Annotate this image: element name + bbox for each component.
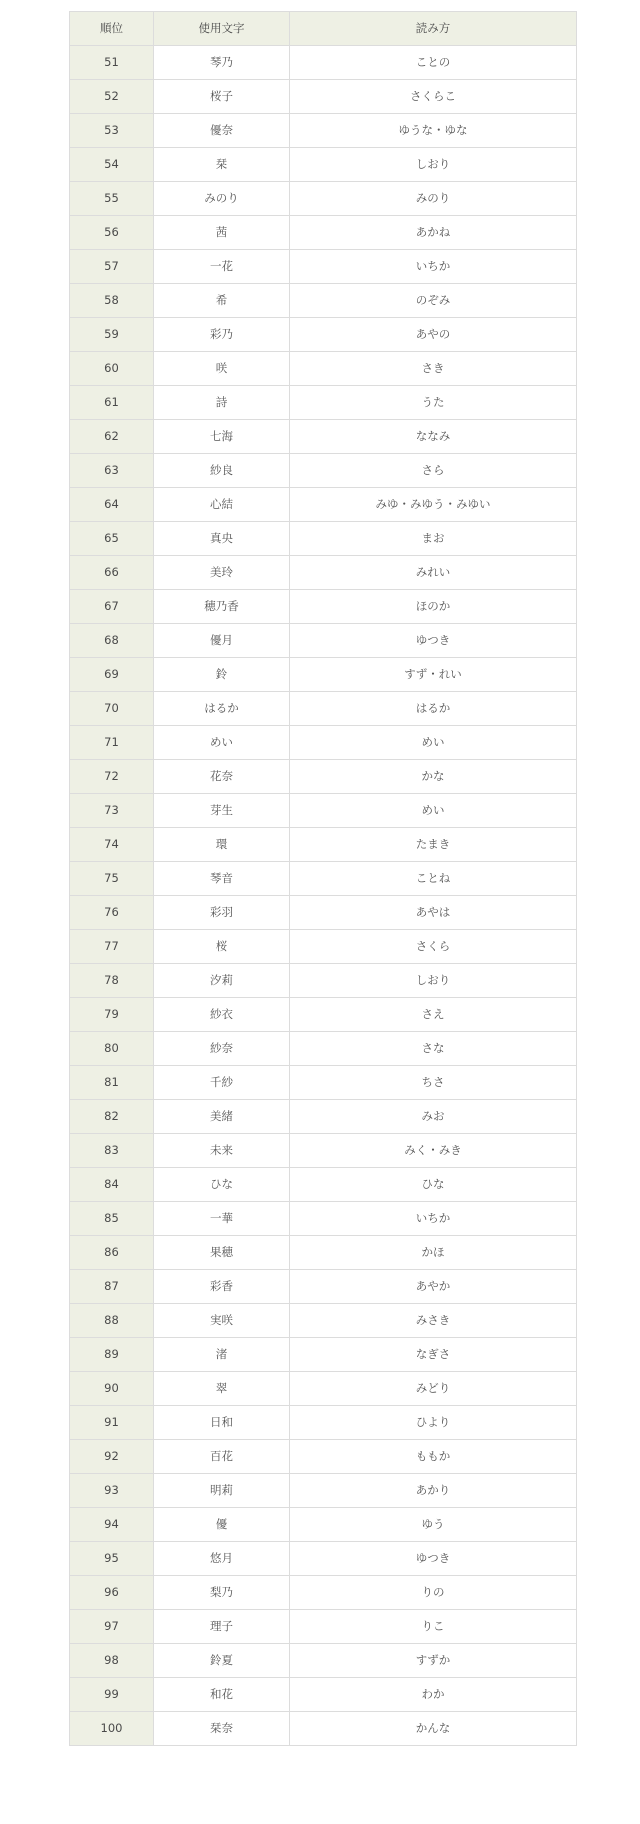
- table-row: [70, 1032, 577, 1066]
- table-row: [70, 250, 577, 284]
- table-row: [70, 794, 577, 828]
- rank-cell: 79: [70, 998, 154, 1032]
- kanji-cell: 咲: [154, 352, 290, 386]
- reading-cell: すずか: [290, 1644, 577, 1678]
- reading-cell: ひな: [290, 1168, 577, 1202]
- reading-cell: まお: [290, 522, 577, 556]
- reading-cell: あかね: [290, 216, 577, 250]
- kanji-cell: ひな: [154, 1168, 290, 1202]
- rank-cell: 77: [70, 930, 154, 964]
- reading-cell: さな: [290, 1032, 577, 1066]
- rank-cell: 66: [70, 556, 154, 590]
- reading-cell: はるか: [290, 692, 577, 726]
- rank-cell: 51: [70, 46, 154, 80]
- reading-cell: めい: [290, 726, 577, 760]
- kanji-cell: 百花: [154, 1440, 290, 1474]
- table-row: [70, 352, 577, 386]
- reading-cell: しおり: [290, 148, 577, 182]
- kanji-cell: 栞: [154, 148, 290, 182]
- rank-cell: 52: [70, 80, 154, 114]
- reading-cell: ことね: [290, 862, 577, 896]
- reading-cell: しおり: [290, 964, 577, 998]
- kanji-cell: 穂乃香: [154, 590, 290, 624]
- header-kanji: 使用文字: [154, 12, 290, 46]
- kanji-cell: 一華: [154, 1202, 290, 1236]
- table-row: [70, 284, 577, 318]
- table-row: [70, 556, 577, 590]
- reading-cell: うた: [290, 386, 577, 420]
- reading-cell: みさき: [290, 1304, 577, 1338]
- kanji-cell: 桜: [154, 930, 290, 964]
- rank-cell: 76: [70, 896, 154, 930]
- rank-cell: 88: [70, 1304, 154, 1338]
- kanji-cell: 琴音: [154, 862, 290, 896]
- rank-cell: 82: [70, 1100, 154, 1134]
- rank-cell: 59: [70, 318, 154, 352]
- kanji-cell: はるか: [154, 692, 290, 726]
- reading-cell: ほのか: [290, 590, 577, 624]
- reading-cell: ゆうな・ゆな: [290, 114, 577, 148]
- table-row: [70, 420, 577, 454]
- table-row: [70, 182, 577, 216]
- kanji-cell: みのり: [154, 182, 290, 216]
- kanji-cell: 美玲: [154, 556, 290, 590]
- kanji-cell: 日和: [154, 1406, 290, 1440]
- rank-cell: 85: [70, 1202, 154, 1236]
- table-row: [70, 318, 577, 352]
- reading-cell: ゆう: [290, 1508, 577, 1542]
- rank-cell: 83: [70, 1134, 154, 1168]
- header-rank: 順位: [70, 12, 154, 46]
- kanji-cell: 翠: [154, 1372, 290, 1406]
- reading-cell: かんな: [290, 1712, 577, 1746]
- rank-cell: 53: [70, 114, 154, 148]
- rank-cell: 100: [70, 1712, 154, 1746]
- kanji-cell: 渚: [154, 1338, 290, 1372]
- table-row: [70, 1236, 577, 1270]
- rank-cell: 62: [70, 420, 154, 454]
- kanji-cell: 桜子: [154, 80, 290, 114]
- table-row: [70, 590, 577, 624]
- table-row: [70, 1542, 577, 1576]
- table-row: [70, 692, 577, 726]
- rank-cell: 99: [70, 1678, 154, 1712]
- rank-cell: 72: [70, 760, 154, 794]
- rank-cell: 60: [70, 352, 154, 386]
- rank-cell: 96: [70, 1576, 154, 1610]
- rank-cell: 78: [70, 964, 154, 998]
- kanji-cell: 栞奈: [154, 1712, 290, 1746]
- kanji-cell: 詩: [154, 386, 290, 420]
- reading-cell: なぎさ: [290, 1338, 577, 1372]
- table-row: [70, 1644, 577, 1678]
- reading-cell: のぞみ: [290, 284, 577, 318]
- kanji-cell: 芽生: [154, 794, 290, 828]
- reading-cell: さき: [290, 352, 577, 386]
- table-row: [70, 658, 577, 692]
- table-row: [70, 522, 577, 556]
- rank-cell: 70: [70, 692, 154, 726]
- table-row: [70, 1270, 577, 1304]
- table-row: [70, 1576, 577, 1610]
- reading-cell: ななみ: [290, 420, 577, 454]
- rank-cell: 92: [70, 1440, 154, 1474]
- reading-cell: あかり: [290, 1474, 577, 1508]
- reading-cell: ひより: [290, 1406, 577, 1440]
- table-row: [70, 1202, 577, 1236]
- kanji-cell: 悠月: [154, 1542, 290, 1576]
- kanji-cell: 彩香: [154, 1270, 290, 1304]
- table-row: [70, 1066, 577, 1100]
- rank-cell: 97: [70, 1610, 154, 1644]
- header-reading: 読み方: [290, 12, 577, 46]
- reading-cell: あやの: [290, 318, 577, 352]
- table-row: [70, 454, 577, 488]
- rank-cell: 71: [70, 726, 154, 760]
- table-row: [70, 998, 577, 1032]
- rank-cell: 54: [70, 148, 154, 182]
- reading-cell: さくらこ: [290, 80, 577, 114]
- name-ranking-table: [69, 11, 577, 1746]
- rank-cell: 74: [70, 828, 154, 862]
- kanji-cell: 彩羽: [154, 896, 290, 930]
- table-row: [70, 930, 577, 964]
- table-row: [70, 828, 577, 862]
- reading-cell: かほ: [290, 1236, 577, 1270]
- kanji-cell: 優奈: [154, 114, 290, 148]
- table-row: [70, 1372, 577, 1406]
- reading-cell: ゆつき: [290, 624, 577, 658]
- table-row: [70, 896, 577, 930]
- rank-cell: 90: [70, 1372, 154, 1406]
- reading-cell: ゆつき: [290, 1542, 577, 1576]
- table-row: [70, 760, 577, 794]
- kanji-cell: 実咲: [154, 1304, 290, 1338]
- table-row: [70, 80, 577, 114]
- rank-cell: 68: [70, 624, 154, 658]
- reading-cell: みゆ・みゆう・みゆい: [290, 488, 577, 522]
- kanji-cell: 優月: [154, 624, 290, 658]
- kanji-cell: 紗良: [154, 454, 290, 488]
- rank-cell: 69: [70, 658, 154, 692]
- reading-cell: あやか: [290, 1270, 577, 1304]
- kanji-cell: 鈴: [154, 658, 290, 692]
- table-row: [70, 216, 577, 250]
- reading-cell: さえ: [290, 998, 577, 1032]
- kanji-cell: 千紗: [154, 1066, 290, 1100]
- kanji-cell: 汐莉: [154, 964, 290, 998]
- rank-cell: 91: [70, 1406, 154, 1440]
- reading-cell: ももか: [290, 1440, 577, 1474]
- reading-cell: さくら: [290, 930, 577, 964]
- kanji-cell: 理子: [154, 1610, 290, 1644]
- table-header-row: [70, 12, 577, 46]
- kanji-cell: 彩乃: [154, 318, 290, 352]
- kanji-cell: 梨乃: [154, 1576, 290, 1610]
- rank-cell: 67: [70, 590, 154, 624]
- rank-cell: 93: [70, 1474, 154, 1508]
- kanji-cell: 和花: [154, 1678, 290, 1712]
- kanji-cell: 琴乃: [154, 46, 290, 80]
- kanji-cell: 真央: [154, 522, 290, 556]
- table-row: [70, 1100, 577, 1134]
- rank-cell: 89: [70, 1338, 154, 1372]
- kanji-cell: 美緒: [154, 1100, 290, 1134]
- table-row: [70, 46, 577, 80]
- reading-cell: わか: [290, 1678, 577, 1712]
- rank-cell: 80: [70, 1032, 154, 1066]
- kanji-cell: 希: [154, 284, 290, 318]
- reading-cell: さら: [290, 454, 577, 488]
- kanji-cell: 紗衣: [154, 998, 290, 1032]
- kanji-cell: めい: [154, 726, 290, 760]
- rank-cell: 64: [70, 488, 154, 522]
- reading-cell: りの: [290, 1576, 577, 1610]
- reading-cell: みどり: [290, 1372, 577, 1406]
- table-row: [70, 1406, 577, 1440]
- table-row: [70, 148, 577, 182]
- reading-cell: かな: [290, 760, 577, 794]
- table-row: [70, 1134, 577, 1168]
- table-row: [70, 386, 577, 420]
- reading-cell: すず・れい: [290, 658, 577, 692]
- kanji-cell: 紗奈: [154, 1032, 290, 1066]
- reading-cell: みお: [290, 1100, 577, 1134]
- table-row: [70, 1440, 577, 1474]
- rank-cell: 98: [70, 1644, 154, 1678]
- kanji-cell: 茜: [154, 216, 290, 250]
- rank-cell: 75: [70, 862, 154, 896]
- reading-cell: みのり: [290, 182, 577, 216]
- kanji-cell: 果穂: [154, 1236, 290, 1270]
- kanji-cell: 一花: [154, 250, 290, 284]
- rank-cell: 58: [70, 284, 154, 318]
- rank-cell: 55: [70, 182, 154, 216]
- table-row: [70, 1712, 577, 1746]
- kanji-cell: 七海: [154, 420, 290, 454]
- kanji-cell: 未来: [154, 1134, 290, 1168]
- table-body: [70, 46, 577, 1746]
- table-row: [70, 624, 577, 658]
- kanji-cell: 明莉: [154, 1474, 290, 1508]
- rank-cell: 61: [70, 386, 154, 420]
- rank-cell: 65: [70, 522, 154, 556]
- reading-cell: いちか: [290, 1202, 577, 1236]
- reading-cell: めい: [290, 794, 577, 828]
- table-row: [70, 114, 577, 148]
- rank-cell: 81: [70, 1066, 154, 1100]
- reading-cell: みく・みき: [290, 1134, 577, 1168]
- reading-cell: ちさ: [290, 1066, 577, 1100]
- kanji-cell: 心結: [154, 488, 290, 522]
- table-row: [70, 1610, 577, 1644]
- kanji-cell: 鈴夏: [154, 1644, 290, 1678]
- kanji-cell: 優: [154, 1508, 290, 1542]
- rank-cell: 87: [70, 1270, 154, 1304]
- reading-cell: いちか: [290, 250, 577, 284]
- name-ranking-table-container: [69, 11, 576, 1746]
- rank-cell: 86: [70, 1236, 154, 1270]
- rank-cell: 73: [70, 794, 154, 828]
- reading-cell: ことの: [290, 46, 577, 80]
- table-row: [70, 1168, 577, 1202]
- rank-cell: 95: [70, 1542, 154, 1576]
- table-row: [70, 964, 577, 998]
- table-row: [70, 1474, 577, 1508]
- table-row: [70, 726, 577, 760]
- kanji-cell: 花奈: [154, 760, 290, 794]
- table-row: [70, 488, 577, 522]
- reading-cell: あやは: [290, 896, 577, 930]
- table-row: [70, 1678, 577, 1712]
- rank-cell: 84: [70, 1168, 154, 1202]
- rank-cell: 94: [70, 1508, 154, 1542]
- table-row: [70, 1338, 577, 1372]
- reading-cell: たまき: [290, 828, 577, 862]
- rank-cell: 56: [70, 216, 154, 250]
- table-row: [70, 1304, 577, 1338]
- rank-cell: 63: [70, 454, 154, 488]
- table-row: [70, 1508, 577, 1542]
- rank-cell: 57: [70, 250, 154, 284]
- reading-cell: りこ: [290, 1610, 577, 1644]
- kanji-cell: 環: [154, 828, 290, 862]
- reading-cell: みれい: [290, 556, 577, 590]
- table-row: [70, 862, 577, 896]
